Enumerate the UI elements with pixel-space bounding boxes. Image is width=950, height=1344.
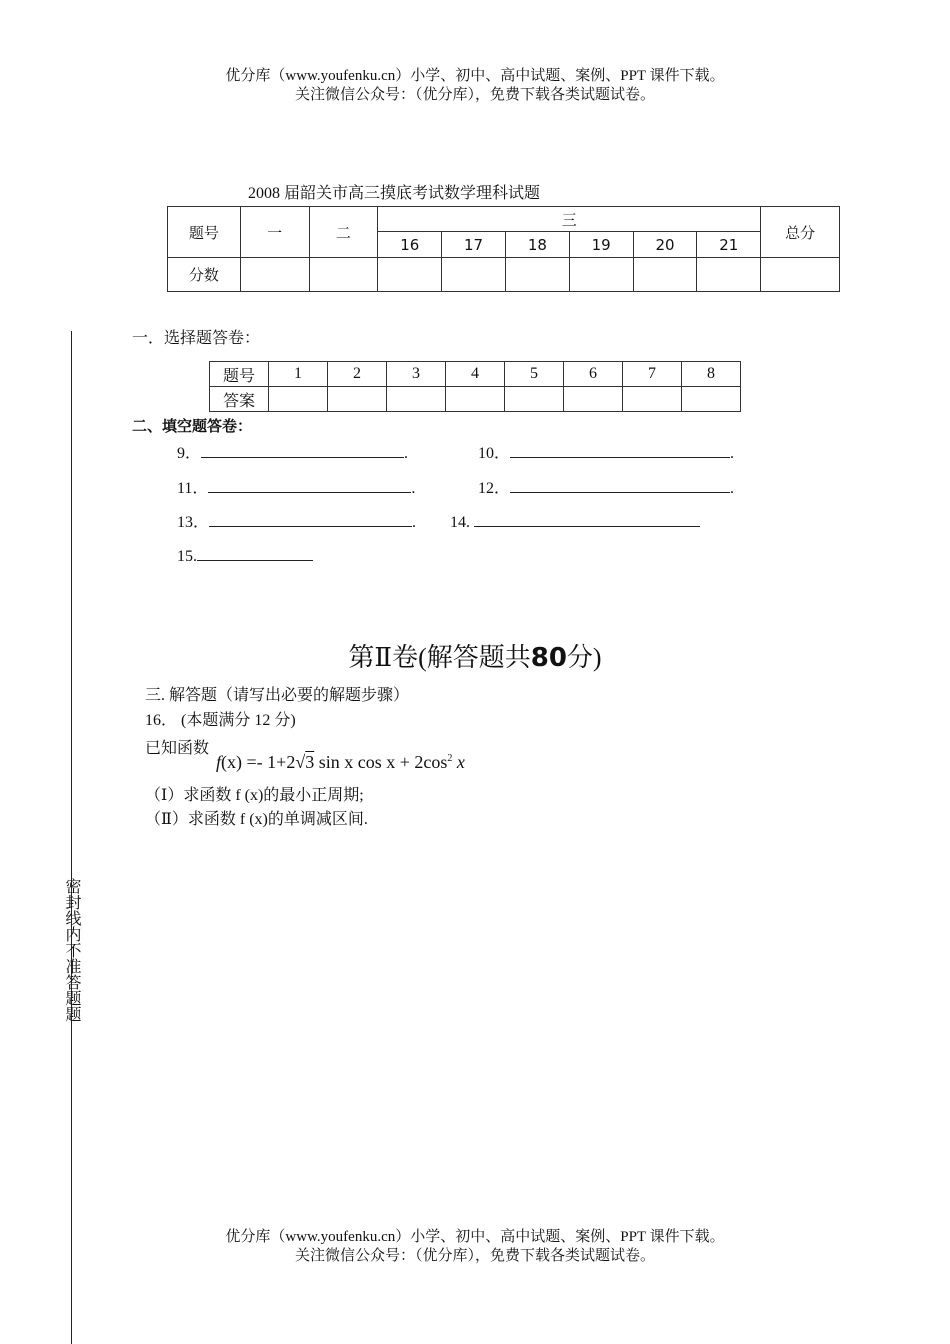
choice-number: 4: [446, 362, 505, 387]
question-16-formula: [216, 748, 465, 773]
score-cell[interactable]: [378, 258, 442, 292]
score-table-total: 总分: [761, 207, 840, 258]
formula-eq: =- 1+2: [242, 752, 296, 772]
score-cell[interactable]: [309, 258, 378, 292]
footer-line-2: 关注微信公众号：（优分库），免费下载各类试题试卷。: [294, 1248, 655, 1264]
fill-item-15: [177, 544, 313, 567]
choice-answer-table: [209, 361, 741, 412]
choice-answer-cell[interactable]: [446, 387, 505, 412]
fill-blank[interactable]: [510, 441, 730, 458]
fill-item-9: 9． .: [177, 441, 408, 464]
seal-line: [71, 331, 72, 1344]
score-cell[interactable]: [505, 258, 569, 292]
question-16-part-1: （Ⅰ）求函数 f (x)的最小正周期;: [145, 787, 364, 804]
choice-number: 8: [682, 362, 741, 387]
score-cell[interactable]: [761, 258, 840, 292]
score-table-col-2: 二: [309, 207, 378, 258]
score-cell[interactable]: [569, 258, 633, 292]
score-table-sub-col: 19: [569, 232, 633, 258]
fill-item-label: 15.: [177, 548, 197, 565]
fill-item-11: 11． .: [177, 476, 415, 499]
score-cell[interactable]: [240, 258, 309, 292]
header-line-1: 优分库（www.youfenku.cn）小学、初中、高中试题、案例、PPT 课件下载。: [225, 68, 725, 84]
part2-title-prefix: 第Ⅱ卷(解答题共: [348, 643, 531, 672]
exam-title: 2008 届韶关市高三摸底考试数学理科试题: [248, 185, 541, 202]
sqrt-sign: √: [295, 752, 306, 772]
fill-blank[interactable]: [510, 476, 730, 493]
fill-item-label: 13．: [177, 514, 210, 531]
score-table-sub-col: 21: [697, 232, 761, 258]
fill-item-label: 14.: [450, 514, 470, 531]
choice-number: 2: [328, 362, 387, 387]
choice-answer-cell[interactable]: [623, 387, 682, 412]
fill-blank[interactable]: [197, 544, 313, 561]
footer-line-1: 优分库（www.youfenku.cn）小学、初中、高中试题、案例、PPT 课件下载。: [225, 1229, 725, 1245]
part2-title-suffix: 分): [566, 643, 602, 672]
choice-number: 1: [269, 362, 328, 387]
header-line-2: 关注微信公众号：（优分库），免费下载各类试题试卷。: [294, 87, 655, 103]
choice-number: 3: [387, 362, 446, 387]
choice-row-label: 题号: [210, 362, 269, 387]
seal-text: 密封线内不准答题题: [63, 878, 80, 1022]
formula-tail: x: [452, 752, 465, 772]
fill-item-14: [450, 510, 700, 533]
question-16-part-2: （Ⅱ）求函数 f (x)的单调减区间.: [145, 811, 368, 828]
fill-item-label: 9．: [177, 445, 202, 462]
fill-item-12: 12． .: [478, 476, 734, 499]
formula-exponent: 2: [447, 753, 453, 764]
fill-item-label: 11．: [177, 480, 209, 497]
choice-answer-cell[interactable]: [269, 387, 328, 412]
score-table-sub-col: 18: [505, 232, 569, 258]
choice-answer-cell[interactable]: [387, 387, 446, 412]
choice-number: 6: [564, 362, 623, 387]
part2-title-points: 80: [530, 643, 567, 673]
score-table-sub-col: 16: [378, 232, 442, 258]
question-16: 16． (本题满分 12 分): [145, 712, 296, 729]
formula-arg: (x): [221, 752, 243, 772]
score-cell[interactable]: [442, 258, 506, 292]
score-table-col-3: 三: [378, 207, 761, 232]
score-table-sub-col: 20: [633, 232, 697, 258]
choice-answer-label: 答案: [210, 387, 269, 412]
fill-blank[interactable]: [474, 510, 700, 527]
fill-blank[interactable]: [209, 510, 412, 527]
fill-item-10: 10． .: [478, 441, 734, 464]
choice-answer-cell[interactable]: [505, 387, 564, 412]
score-table-row-label: 题号: [168, 207, 241, 258]
fill-item-label: 10．: [478, 445, 511, 462]
question-16-given: 已知函数: [145, 740, 210, 757]
score-cell[interactable]: [697, 258, 761, 292]
formula-terms: sin x cos x + 2cos: [318, 752, 448, 772]
fill-item-13: 13． .: [177, 510, 416, 533]
solve-heading: 三. 解答题（请写出必要的解题步骤）: [145, 687, 410, 704]
choice-number: 5: [505, 362, 564, 387]
choice-answer-cell[interactable]: [682, 387, 741, 412]
fill-blank[interactable]: [208, 476, 411, 493]
formula-sqrt-arg: 3: [305, 752, 315, 772]
fill-heading: 二、填空题答卷：: [132, 417, 253, 435]
score-table-sub-col: 17: [442, 232, 506, 258]
score-table-col-1: 一: [240, 207, 309, 258]
part2-title: [0, 640, 950, 676]
choice-answer-cell[interactable]: [328, 387, 387, 412]
score-cell[interactable]: [633, 258, 697, 292]
choice-heading: 一．选择题答卷：: [132, 330, 261, 347]
fill-blank[interactable]: [201, 441, 404, 458]
choice-number: 7: [623, 362, 682, 387]
score-table-score-label: 分数: [168, 258, 241, 292]
formula-lhs: f: [216, 752, 222, 772]
score-table: [167, 206, 840, 292]
choice-answer-cell[interactable]: [564, 387, 623, 412]
fill-item-label: 12．: [478, 480, 511, 497]
